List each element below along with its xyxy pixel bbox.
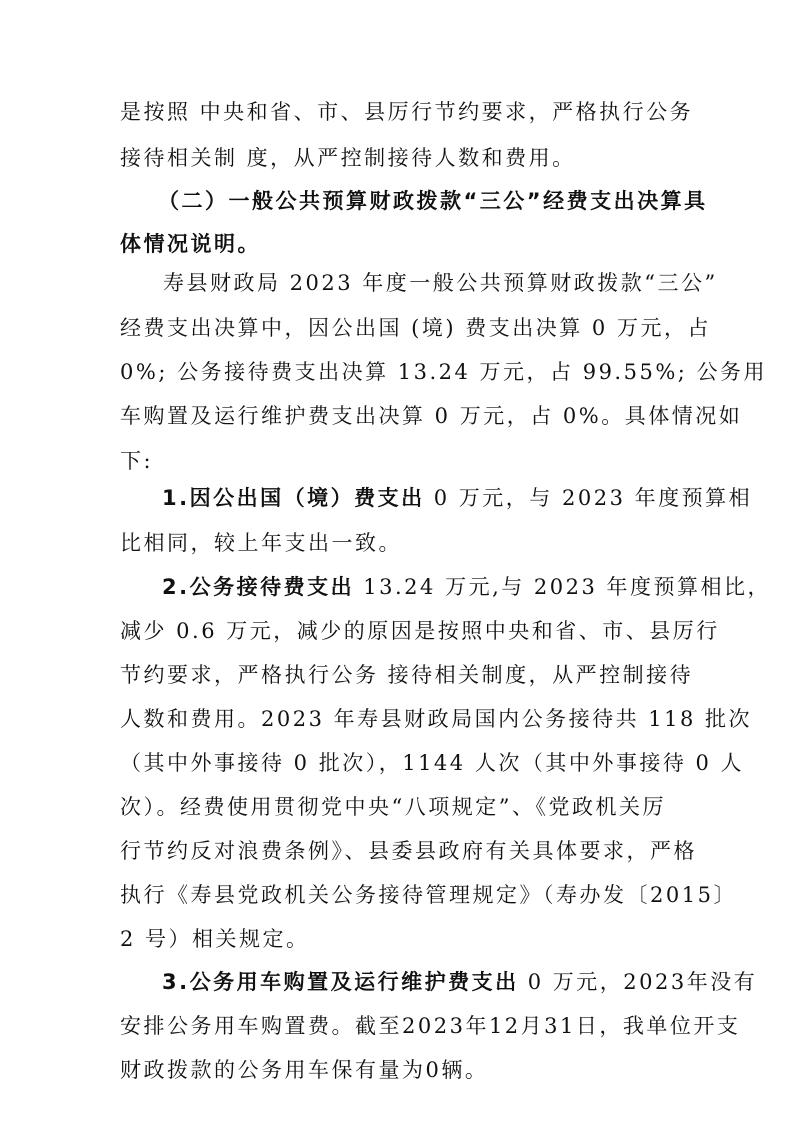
body-line: 寿县财政局 2023 年度一般公共预算财政拨款“三公” [163,271,718,295]
body-line: 下: [120,449,154,473]
item-2 [162,572,771,602]
body-line: 次）。经费使用贯彻党中央“八项规定”、《党政机关厉 [120,795,666,819]
item-1-lead: 1.因公出国（境）费支出 [162,486,425,510]
body-line: 执行《寿县党政机关公务接待管理规定》（寿办发〔2015〕 [120,883,737,907]
body-line: （其中外事接待 0 批次），1144 人次（其中外事接待 0 人 [120,751,745,775]
section-heading: （二）一般公共预算财政拨款“三公”经费支出决算具 [158,189,708,213]
body-line: 接待相关制 度，从严控制接待人数和费用。 [120,146,576,170]
item-1 [162,483,752,513]
body-line: 2 号）相关规定。 [120,927,310,951]
body-line: 财政拨款的公务用车保有量为0辆。 [120,1058,489,1082]
item-2-lead: 2.公务接待费支出 [162,575,355,599]
body-line: 经费支出决算中，因公出国 (境) 费支出决算 0 万元，占 [120,316,711,340]
body-line: 0%; 公务接待费支出决算 13.24 万元，占 99.55%; 公务用 [120,360,768,384]
item-3-text: 0 万元，2023年没有 [518,970,758,994]
body-line: 节约要求，严格执行公务 接待相关制度，从严控制接待 [120,663,694,687]
item-3 [162,967,757,997]
item-2-text: 13.24 万元,与 2023 年度预算相比， [354,575,772,599]
body-line: 行节约反对浪费条例》、县委县政府有关具体要求，严格 [120,839,697,863]
body-line: 安排公务用车购置费。截至2023年12月31日，我单位开支 [120,1014,741,1038]
body-line: 是按照 中央和省、市、县厉行节约要求，严格执行公务 [120,100,694,124]
body-line: 人数和费用。2023 年寿县财政局国内公务接待共 118 批次 [120,707,753,731]
section-heading: 体情况说明。 [120,232,261,256]
item-3-lead: 3.公务用车购置及运行维护费支出 [162,970,519,994]
body-line: 减少 0.6 万元，减少的原因是按照中央和省、市、县厉行 [120,619,720,643]
body-line: 车购置及运行维护费支出决算 0 万元，占 0%。具体情况如 [120,404,743,428]
body-line: 比相同，较上年支出一致。 [120,531,402,555]
item-1-text: 0 万元，与 2023 年度预算相 [424,486,753,510]
